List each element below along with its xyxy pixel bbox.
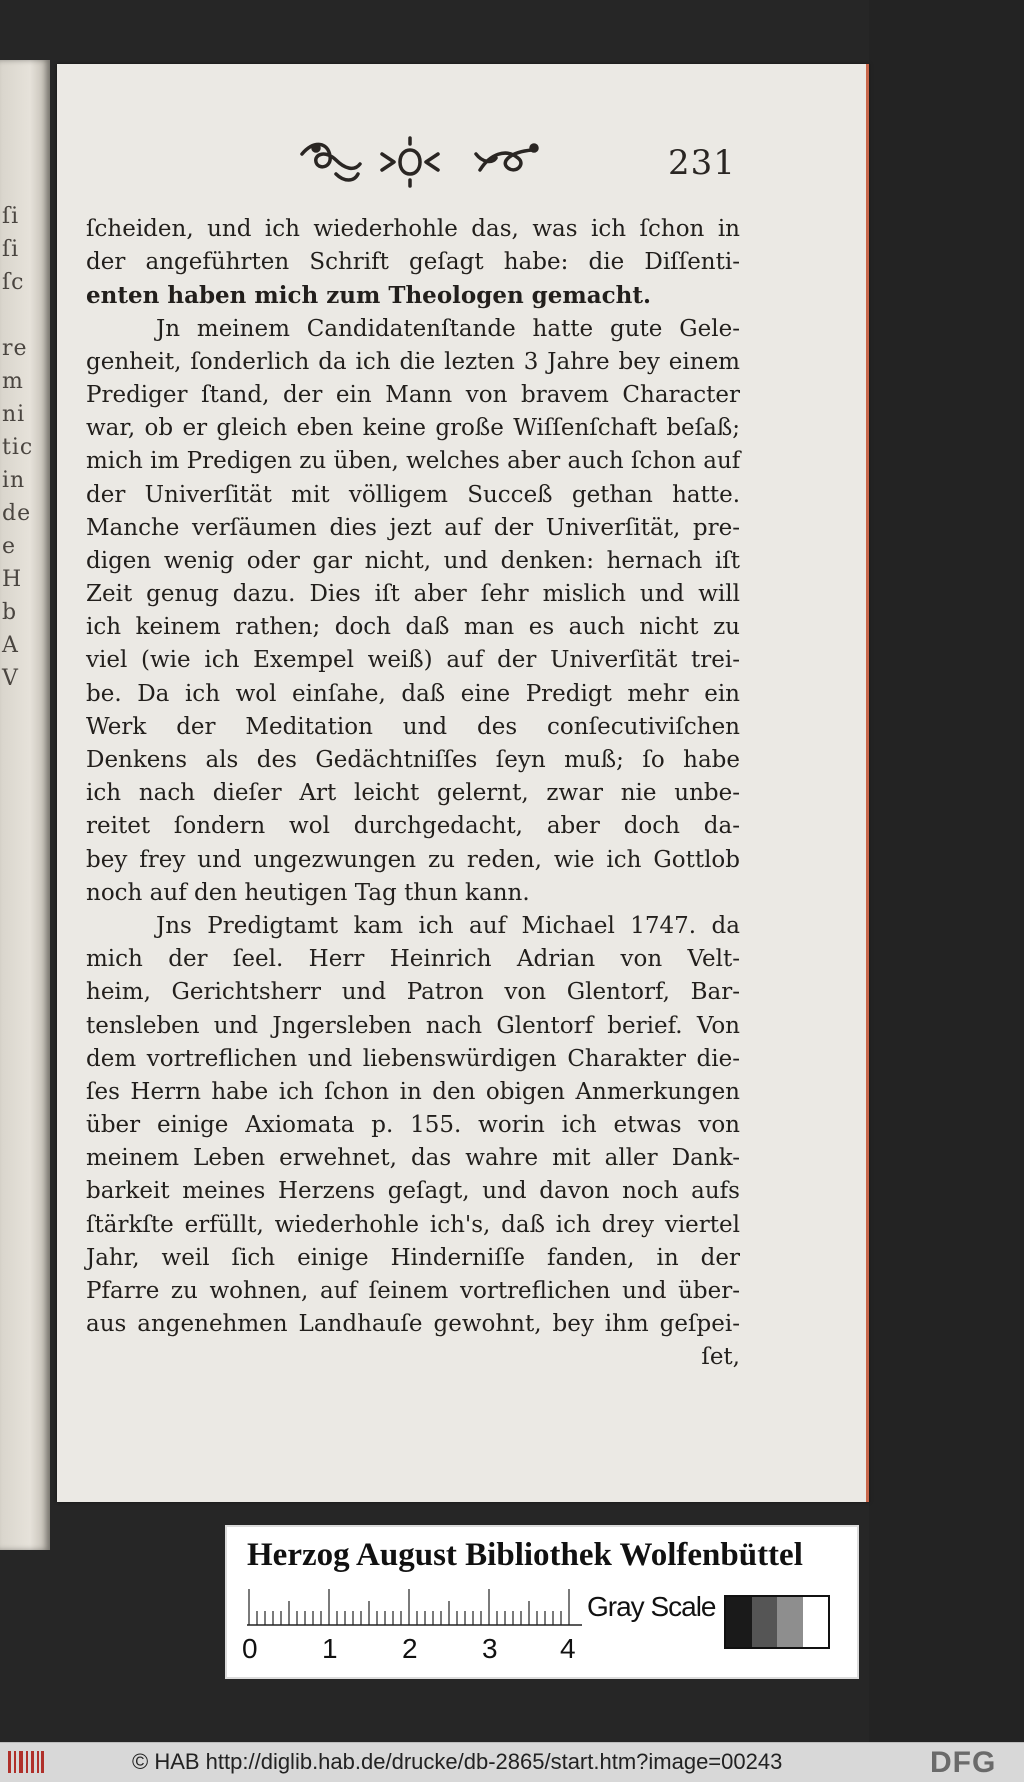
- gray-scale-label: Gray Scale: [587, 1591, 716, 1622]
- gray-swatch: [803, 1597, 829, 1647]
- scale-mark: 0: [242, 1633, 258, 1664]
- ornament-vignette-icon: [296, 134, 544, 190]
- catchword: ſet,: [701, 1344, 740, 1371]
- text-line: ſes Herrn habe ich ſchon in den obigen Anmerkungen: [86, 1078, 740, 1105]
- text-line: enten haben mich zum Theologen gemacht.: [86, 282, 651, 310]
- text-line: bey frey und ungezwungen zu reden, wie ich Gottlob: [86, 846, 740, 873]
- text-line: dem vortreflichen und liebenswürdigen Charakter die-: [86, 1045, 740, 1072]
- text-line: barkeit meines Herzens geſagt, und davon noch aufs: [86, 1178, 740, 1205]
- scanner-background: [869, 0, 1024, 1742]
- text-line: der Univerſität mit völligem Succeß gethan hatte.: [86, 481, 740, 508]
- gray-swatch: [752, 1597, 778, 1647]
- text-line: der angeführten Schrift geſagt habe: die Diſſenti-: [86, 249, 740, 276]
- text-line: noch auf den heutigen Tag thun kann.: [86, 879, 530, 906]
- text-line: Jns Predigtamt kam ich auf Michael 1747. da: [156, 912, 740, 939]
- text-line: Pfarre zu wohnen, auf ſeinem vortreflichen und über-: [86, 1278, 740, 1304]
- text-line: war, ob er gleich eben keine große Wiſſenſchaft beſaß;: [86, 415, 740, 442]
- text-line: tensleben und Jngersleben nach Glentorf berief. Von: [86, 1012, 740, 1039]
- text-line: Jn meinem Candidatenſtande hatte gute Gele-: [156, 315, 740, 342]
- text-line: Manche verſäumen dies jezt auf der Univerſität, pre-: [86, 514, 740, 541]
- gray-swatch: [777, 1597, 803, 1647]
- text-line: über einige Axiomata p. 155. worin ich etwas von: [86, 1112, 740, 1139]
- institution-name: Herzog August Bibliothek Wolfenbüttel: [247, 1537, 803, 1573]
- gray-scale-swatches: [724, 1595, 830, 1649]
- text-line: viel (wie ich Exempel weiß) auf der Univerſität trei-: [86, 647, 740, 674]
- text-line: heim, Gerichtsherr und Patron von Glentorf, Bar-: [86, 979, 740, 1006]
- text-line: mich der ſeel. Herr Heinrich Adrian von Velt-: [86, 946, 740, 973]
- dfg-logo: DFG: [930, 1746, 997, 1779]
- text-line: Denkens als des Gedächtniſſes ſeyn muß; ſo habe: [86, 747, 740, 773]
- barcode-icon: [6, 1749, 46, 1775]
- text-line: Zeit genug dazu. Dies iſt aber ſehr mislich und will: [86, 581, 740, 608]
- text-line: meinem Leben erwehnet, das wahre mit aller Dank-: [86, 1145, 740, 1172]
- text-line: Werk der Meditation und des conſecutiviſchen: [86, 713, 740, 740]
- page-number: 231: [668, 143, 736, 183]
- text-line: ſtärkſte erfüllt, wiederhohle ich's, daß ich drey viertel: [86, 1211, 740, 1238]
- scale-mark: 4: [560, 1633, 576, 1664]
- ruler-scale: [242, 1633, 602, 1673]
- text-line: digen wenig oder gar nicht, und denken: hernach iſt: [86, 547, 740, 574]
- text-line: ich nach dieſer Art leicht gelernt, zwar nie unbe-: [86, 780, 740, 807]
- citation-link[interactable]: © HAB http://diglib.hab.de/drucke/db-2865/start.htm?image=00243: [132, 1749, 783, 1774]
- scale-mark: 1: [322, 1633, 338, 1664]
- text-line: reitet ſondern wol durchgedacht, aber doch da-: [86, 813, 740, 840]
- adjacent-page-edge: [0, 60, 50, 1550]
- text-line: Prediger ſtand, der ein Mann von bravem Character: [86, 381, 740, 408]
- text-line: Jahr, weil ſich einige Hinderniſſe fanden, in der: [86, 1244, 740, 1271]
- text-line: ich keinem rathen; doch daß man es auch nicht zu: [86, 614, 740, 641]
- text-line: mich im Predigen zu üben, welches aber auch ſchon auf: [86, 448, 741, 475]
- ruler-icon: [247, 1587, 582, 1627]
- gray-swatch: [726, 1597, 752, 1647]
- body-text: [86, 213, 740, 1375]
- scan-calibration-label: [225, 1525, 859, 1679]
- footer-bar: [0, 1742, 1024, 1782]
- text-line: aus angenehmen Landhauſe gewohnt, bey ihm geſpei-: [86, 1311, 740, 1338]
- text-line: genheit, ſonderlich da ich die lezten 3 Jahre bey einem: [86, 348, 740, 375]
- text-line: ſcheiden, und ich wiederhohle das, was ich ſchon in: [86, 216, 740, 242]
- scale-mark: 3: [482, 1633, 498, 1664]
- scale-mark: 2: [402, 1633, 418, 1664]
- text-line: be. Da ich wol einſahe, daß eine Predigt mehr ein: [86, 680, 740, 707]
- adjacent-page-bleed: ſi ſi ſc re m ni tic in de e H b A V: [2, 204, 34, 691]
